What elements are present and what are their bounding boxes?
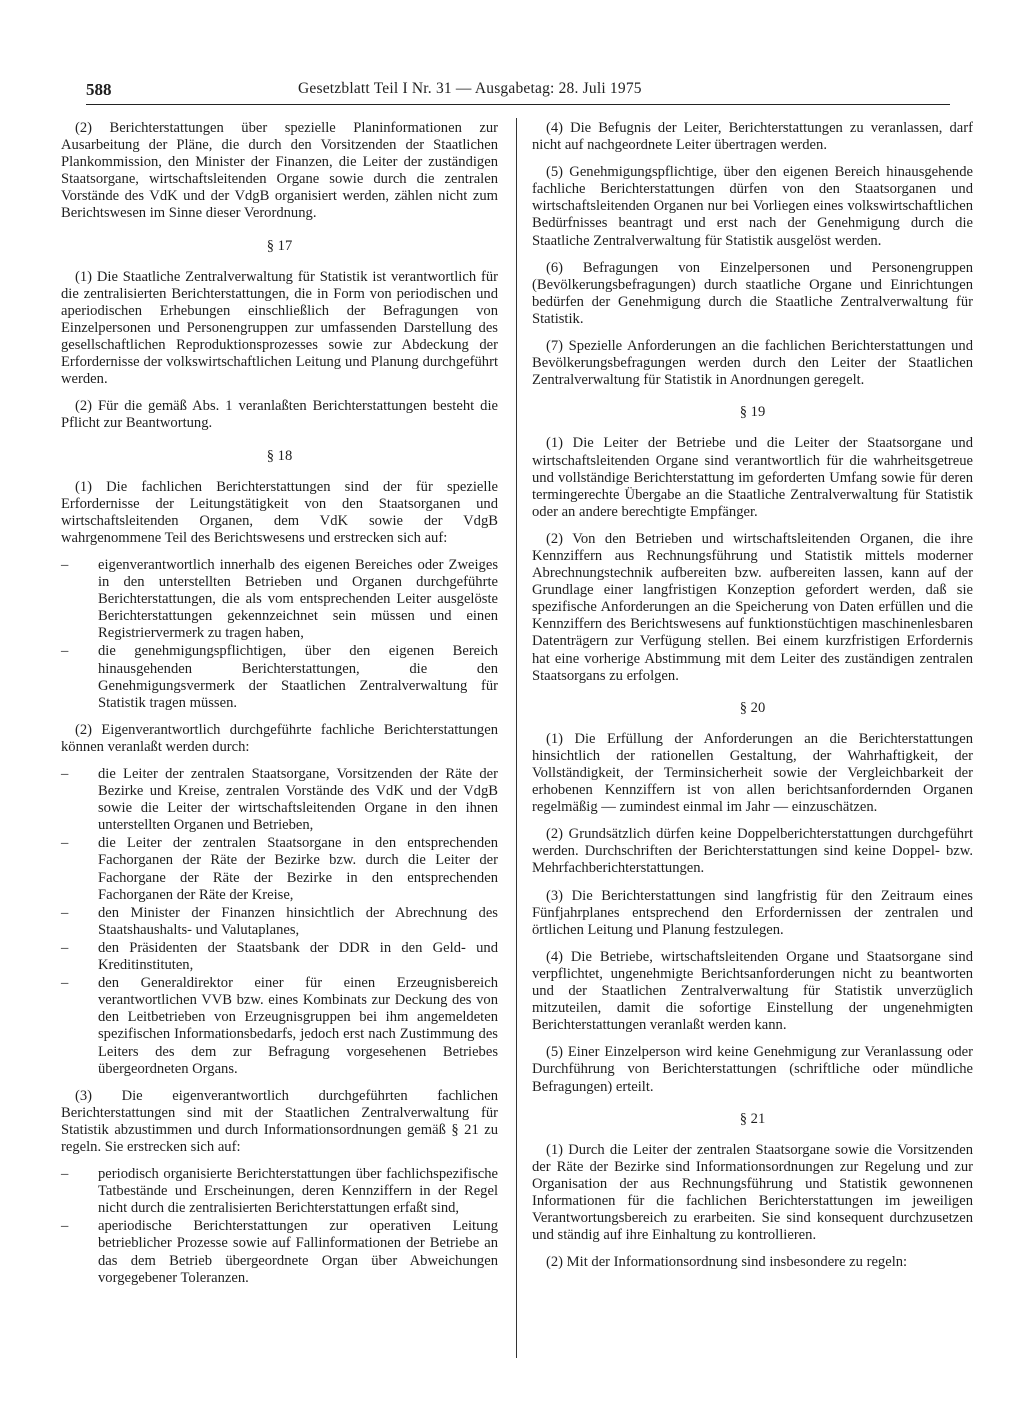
column-divider bbox=[516, 118, 517, 1358]
paragraph: (1) Die Leiter der Betriebe und die Leiter der Staatsorgane und wirtschaftsleitenden Organe sind verantwortlich für die wahrheitsgetreue und vollständige Berichterstattung im geforderten Umfang sowie für deren termingerechte Übergabe an die Staatliche Zentralverwaltung für Statistik oder an andere berechtigte Empfänger. bbox=[532, 435, 973, 520]
section-heading-19: § 19 bbox=[739, 404, 766, 421]
page-header bbox=[86, 80, 950, 105]
paragraph: (4) Die Betriebe, wirtschaftsleitenden Organe und Staatsorgane sind verpflichtet, ungenehmigte Berichtsanforderungen nicht zu beantworten und der Staatlichen Zentralverwaltung für Statistik unverzüglich mitzuteilen, damit die sofortige Einstellung der ungenehmigten Berichterstattungen veranlaßt werden kann. bbox=[532, 948, 973, 1034]
paragraph: (2) Eigenverantwortlich durchgeführte fachliche Berichterstattungen können veranlaßt werden durch: bbox=[61, 721, 498, 755]
paragraph: (1) Die Staatliche Zentralverwaltung für Statistik ist verantwortlich für die zentralisierten Berichterstattungen, die in Form von periodischen und aperiodischen Erhebungen einschließlich der Befragungen von Einzelpersonen und Personengruppen zur umfassenden Darstellung des gesellschaftlichen Reproduktionsprozesses sowie zur Abdeckung der Erfordernisse der volkswirtschaftlichen Leitung und Planung durchgeführt werden. bbox=[61, 268, 498, 388]
paragraph: (5) Einer Einzelperson wird keine Genehmigung zur Veranlassung oder Durchführung von Berichterstattungen (schriftliche oder mündliche Befragungen) erteilt. bbox=[532, 1044, 973, 1095]
paragraph: (1) Durch die Leiter der zentralen Staatsorgane sowie die Vorsitzenden der Räte der Bezirke sind Informationsordnungen zur Regelung und zur Organisation der aus Rechnungsführung und Statistik gewonnenen Informationen für die fachlichen Berichterstattungen im jeweiligen Verantwortungsbereich zu erarbeiten. Sie sind konsequent durchzusetzen und ständig auf ihre Einhaltung zu kontrollieren. bbox=[532, 1141, 973, 1244]
list-item: – den Minister der Finanzen hinsichtlich der Abrechnung des Staatshaushalts- und Valutaplanes, bbox=[61, 905, 498, 939]
gazette-title: Gesetzblatt Teil I Nr. 31 — Ausgabetag: 28. Juli 1975 bbox=[298, 80, 642, 97]
paragraph: (1) Die fachlichen Berichterstattungen sind der für spezielle Erfordernisse der Leitungstätigkeit von den Staatsorganen und wirtschaftsleitenden Organen, dem VdK sowie der VdgB wahrgenommene Teil des Berichtswesens und erstrecken sich auf: bbox=[61, 478, 498, 546]
left-column bbox=[61, 120, 498, 1297]
right-column bbox=[532, 120, 973, 1281]
list-item: – die Leiter der zentralen Staatsorgane, Vorsitzenden der Räte der Bezirke und Kreise, zentralen Vorstände des VdK und der VdgB sowie die Leiter der wirtschaftsleitenden Organe in den ihnen unterstellten Organen und Betrieben, bbox=[61, 766, 498, 834]
paragraph: (5) Genehmigungspflichtige, über den eigenen Bereich hinausgehende fachliche Berichterstattungen dürfen von den Staatsorganen und wirtschaftsleitenden Organen nur bei Vorliegen eines volkswirtschaftlichen Bedürfnisses beantragt und erst nach der Genehmigung durch die Staatliche Zentralverwaltung für Statistik ausgelöst werden. bbox=[532, 164, 973, 249]
paragraph: (2) Von den Betrieben und wirtschaftsleitenden Organen, die ihre Kennziffern aus Rechnungsführung und Statistik mittels moderner Abrechnungstechnik aufbereiten bzw. aufbereiten lassen, kann auf der Grundlage einer langfristigen Konzeption gefordert werden, daß sie spezifische Anforderungen an die Speicherung von Daten erfüllen und die Kennziffern des Berichtswesens auf funktionstüchtigen maschinenlesbaren Datenträgern zur Verfügung stellen. Bei einem kurzfristigen Erfordernis hat eine vorherige Abstimmung mit dem Leiter des zuständigen zentralen Staatsorgans zu erfolgen. bbox=[532, 530, 973, 684]
list-item: – den Präsidenten der Staatsbank der DDR in den Geld- und Kreditinstituten, bbox=[61, 940, 498, 974]
dash-list bbox=[61, 766, 498, 1078]
section-heading-18: § 18 bbox=[266, 447, 293, 464]
list-item: – periodisch organisierte Berichterstattungen über fachlichspezifische Tatbestände und Erscheinungen, deren Kennziffern in der Regel nicht durch die zentralisierten Berichterstattungen erfaßt sind, bbox=[61, 1166, 498, 1217]
paragraph: (3) Die eigenverantwortlich durchgeführten fachlichen Berichterstattungen sind mit der Staatlichen Zentralverwaltung für Statistik abzustimmen und durch Informationsordnungen gemäß § 21 zu regeln. Sie erstrecken sich auf: bbox=[61, 1087, 498, 1155]
list-item: – die Leiter der zentralen Staatsorgane in den entsprechenden Fachorganen der Räte der Bezirke bzw. durch die Leiter der Fachorgane der Räte der Bezirke in den entsprechenden Fachorganen der Räte der Kreise, bbox=[61, 835, 498, 903]
section-heading-20: § 20 bbox=[739, 699, 766, 716]
section-heading-17: § 17 bbox=[266, 237, 293, 254]
paragraph: (2) Grundsätzlich dürfen keine Doppelberichterstattungen durchgeführt werden. Durchschriften der Berichterstattungen sind keine Doppel- bzw. Mehrfachberichterstattungen. bbox=[532, 826, 973, 877]
page-number: 588 bbox=[86, 80, 112, 99]
paragraph: (2) Für die gemäß Abs. 1 veranlaßten Berichterstattungen besteht die Pflicht zur Beantwortung. bbox=[61, 398, 498, 432]
paragraph: (3) Die Berichterstattungen sind langfristig für den Zeitraum eines Fünfjahrplanes entsprechend den Erfordernissen der zentralen und örtlichen Leitung und Planung festzulegen. bbox=[532, 887, 973, 938]
paragraph: (2) Mit der Informationsordnung sind insbesondere zu regeln: bbox=[546, 1254, 908, 1271]
list-item: – den Generaldirektor einer für einen Erzeugnisbereich verantwortlichen VVB bzw. eines Kombinats zur Deckung des von den Leitbetrieben von Erzeugnisgruppen bei ihm angemeldeten spezifischen Informationsbedarfs, jedoch erst nach Zustimmung des Leiters des dem zur Befragung vorgesehenen Betriebes übergeordneten Organs. bbox=[61, 975, 498, 1078]
paragraph: (1) Die Erfüllung der Anforderungen an die Berichterstattungen hinsichtlich der rationellen Gestaltung, der Wahrhaftigkeit, der Vollständigkeit, der Terminsicherheit sowie der Vergleichbarkeit der erhobenen Kennziffern ist von allen berichtsanfordernden Organen regelmäßig — zumindest einmal im Jahr — einzuschätzen. bbox=[532, 730, 973, 816]
list-item: – aperiodische Berichterstattungen zur operativen Leitung betrieblicher Prozesse sowie auf Fallinformationen der Betriebe an das dem Betrieb übergeordnete Organ über Abweichungen vorgegebener Toleranzen. bbox=[61, 1218, 498, 1286]
paragraph: (6) Befragungen von Einzelpersonen und Personengruppen (Bevölkerungsbefragungen) durch staatliche Organe und Einrichtungen bedürfen der Genehmigung durch die Staatliche Zentralverwaltung für Statistik. bbox=[532, 259, 973, 327]
list-item: – die genehmigungspflichtigen, über den eigenen Bereich hinausgehenden Berichterstattungen, die den Genehmigungsvermerk der Staatlichen Zentralverwaltung für Statistik tragen müssen. bbox=[61, 643, 498, 711]
dash-list bbox=[61, 557, 498, 712]
paragraph: (4) Die Befugnis der Leiter, Berichterstattungen zu veranlassen, darf nicht auf nachgeordnete Leiter übertragen werden. bbox=[532, 120, 973, 154]
section-heading-21: § 21 bbox=[739, 1110, 766, 1127]
paragraph: (7) Spezielle Anforderungen an die fachlichen Berichterstattungen und Bevölkerungsbefragungen werden durch den Leiter der Staatlichen Zentralverwaltung für Statistik in Anordnungen geregelt. bbox=[532, 338, 973, 389]
paragraph: (2) Berichterstattungen über spezielle Planinformationen zur Ausarbeitung der Pläne, die durch den Vorsitzenden der Staatlichen Plankommission, den Minister der Finanzen, die Leiter der zuständigen Staatsorgane, wirtschaftsleitenden Organe sowie durch die zentralen Vorstände des VdK und der VdgB organisiert werden, zählen nicht zum Berichtswesen im Sinne dieser Verordnung. bbox=[61, 120, 498, 222]
dash-list bbox=[61, 1166, 498, 1287]
list-item: – eigenverantwortlich innerhalb des eigenen Bereiches oder Zweiges in den unterstellten Betrieben und Organen durchgeführte Berichterstattungen, die als vom entsprechenden Leiter ausgelöste Berichterstattungen gekennzeichnet sein müssen und einen Registriervermerk zu tragen haben, bbox=[61, 557, 498, 642]
